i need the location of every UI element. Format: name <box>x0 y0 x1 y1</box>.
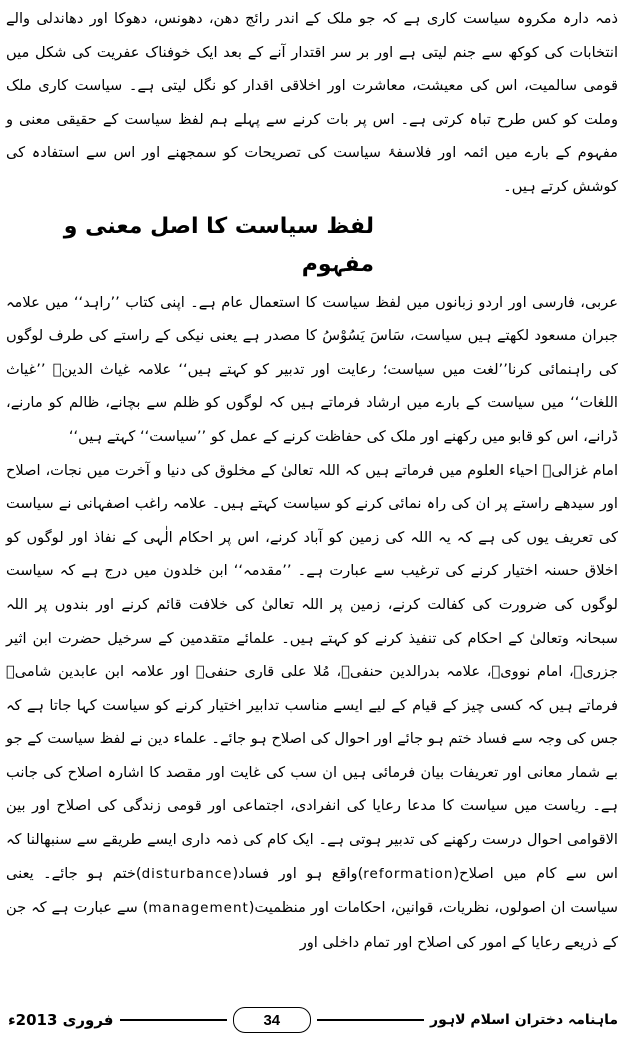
page-footer <box>8 1006 618 1034</box>
text-run: ) سے عبارت ہے کہ جن کے ذریعے رعایا کے امور کی اصلاح اور تمام داخلی اور <box>6 899 618 951</box>
text-run: امام غزالیؒ احیاء العلوم میں فرماتے ہیں کہ اللہ تعالیٰ کے مخلوق کی دنیا و آخرت میں نجات، اصلاح اور سیدھے راستے پر ان کی راہ نمائی کرنے کو سیاست کہتے ہیں۔ علامہ راغب اصفہانی نے سیاست کی تعریف یوں کی ہے کہ یہ اللہ کی زمین کو آباد کرنے، اس پر احکام الٰہی کے نفاذ اور لوگوں کو اخلاق حسنہ اختیار کرنے کی ترغیب سے عبارت ہے۔ ’’مقدمہ‘‘ ابن خلدون میں درج ہے کہ سیاست لوگوں کی ضرورت کی کفالت کرنے، زمین پر اللہ تعالیٰ کی خلافت قائم کرنے اور بندوں پر اللہ سبحانہ وتعالیٰ کے احکام کی تنفیذ کرنے کو کہتے ہیں۔ علمائے متقدمین کے سرخیل حضرت ابن اثیر جزریؒ، امام نوویؒ، علامہ بدرالدین حنفیؒ، مُلا علی قاری حنفیؒ اور علامہ ابن عابدین شامیؒ فرماتے ہیں کہ کسی چیز کے قیام کے لیے ایسے مناسب تدابیر اختیار کرنے کو سیاست کہا جاتا ہے کہ جس کی وجہ سے فساد ختم ہو جائے اور احوال کی اصلاح ہو جائے۔ علماء دین نے لفظ سیاست کے جو بے شمار معانی اور تعریفات بیان فرمائی ہیں ان سب کی غایت اور مقصد کا اشارہ اصلاح کی جانب ہے۔ ریاست میں سیاست کا مدعا رعایا کی انفرادی، اجتماعی اور قومی زندگی کی اصلاح اور بین الاقوامی احوال درست رکھنے کی تدبیر ہوتی ہے۔ ایک کام کی ذمہ داری ایسے طریقے سے سنبھالنا کہ اس سے کام میں اصلاح( <box>6 461 618 882</box>
text-run: )واقع ہو اور فساد( <box>232 864 364 882</box>
term-management: management <box>148 900 249 917</box>
magazine-name: ماہنامہ دختران اسلام لاہور <box>430 1012 619 1028</box>
section-heading: لفظ سیاست کا اصل معنی و مفہوم <box>63 213 374 277</box>
page-number: 34 <box>233 1007 311 1033</box>
paragraph-lexical-meaning: عربی، فارسی اور اردو زبانوں میں لفظ سیاست کا استعمال عام ہے۔ اپنی کتاب ’’راہد‘‘ میں علامہ جبران مسعود لکھتے ہیں سیاست، سَاسَ یَسُوْسُ کا مصدر ہے یعنی نیکی کے راستے کی طرف لوگوں کی راہنمائی کرنا’’لغت میں سیاست؛ رعایت اور تدبیر کو کہتے ہیں‘‘ علامہ غیاث الدینؒ ’’غیاث اللغات‘‘ میں سیاست کے بارے میں ارشاد فرماتے ہیں کہ لوگوں کو ظلم سے بچانے، ظالم کو مارنے، ڈرانے، اس کو قابو میں رکھنے اور ملک کی حفاظت کرنے کے عمل کو ’’سیاست‘‘ کہتے ہیں‘‘ <box>6 293 618 445</box>
footer-rule-left <box>120 1019 227 1021</box>
article-body <box>6 0 618 959</box>
paragraph-scholars-definitions <box>6 454 618 960</box>
term-disturbance: disturbance <box>141 865 233 882</box>
text-run: )ختم ہو جائے۔ یعنی سیاست ان اصولوں، نظریات، قوانین، احکامات اور منظمیت( <box>6 864 619 917</box>
term-reformation: reformation <box>363 865 454 882</box>
issue-date: فروری 2013ء <box>8 1011 114 1029</box>
footer-rule-right <box>317 1019 424 1021</box>
intro-paragraph: ذمہ دارہ مکروہ سیاست کاری ہے کہ جو ملک کے اندر رائج دھن، دھونس، دھوکا اور دھاندلی والے انتخابات کی کوکھ سے جنم لیتی ہے اور بر سر اقتدار آنے کے بعد ایک خوفناک عفریت کی شکل میں قومی سالمیت، اس کی معیشت، معاشرت اور اخلاقی اقدار کو نگل لیتی ہے۔ سیاست کاری ملک وملت کو کس طرح تباہ کرتی ہے۔ اس پر بات کرنے سے پہلے ہم لفظ سیاست کے حقیقی معنی و مفہوم کے بارے میں ائمہ اور فلاسفۂ سیاست کی تصریحات کو سمجھنے اور اس سے استفادہ کی کوشش کرتے ہیں۔ <box>6 10 618 195</box>
